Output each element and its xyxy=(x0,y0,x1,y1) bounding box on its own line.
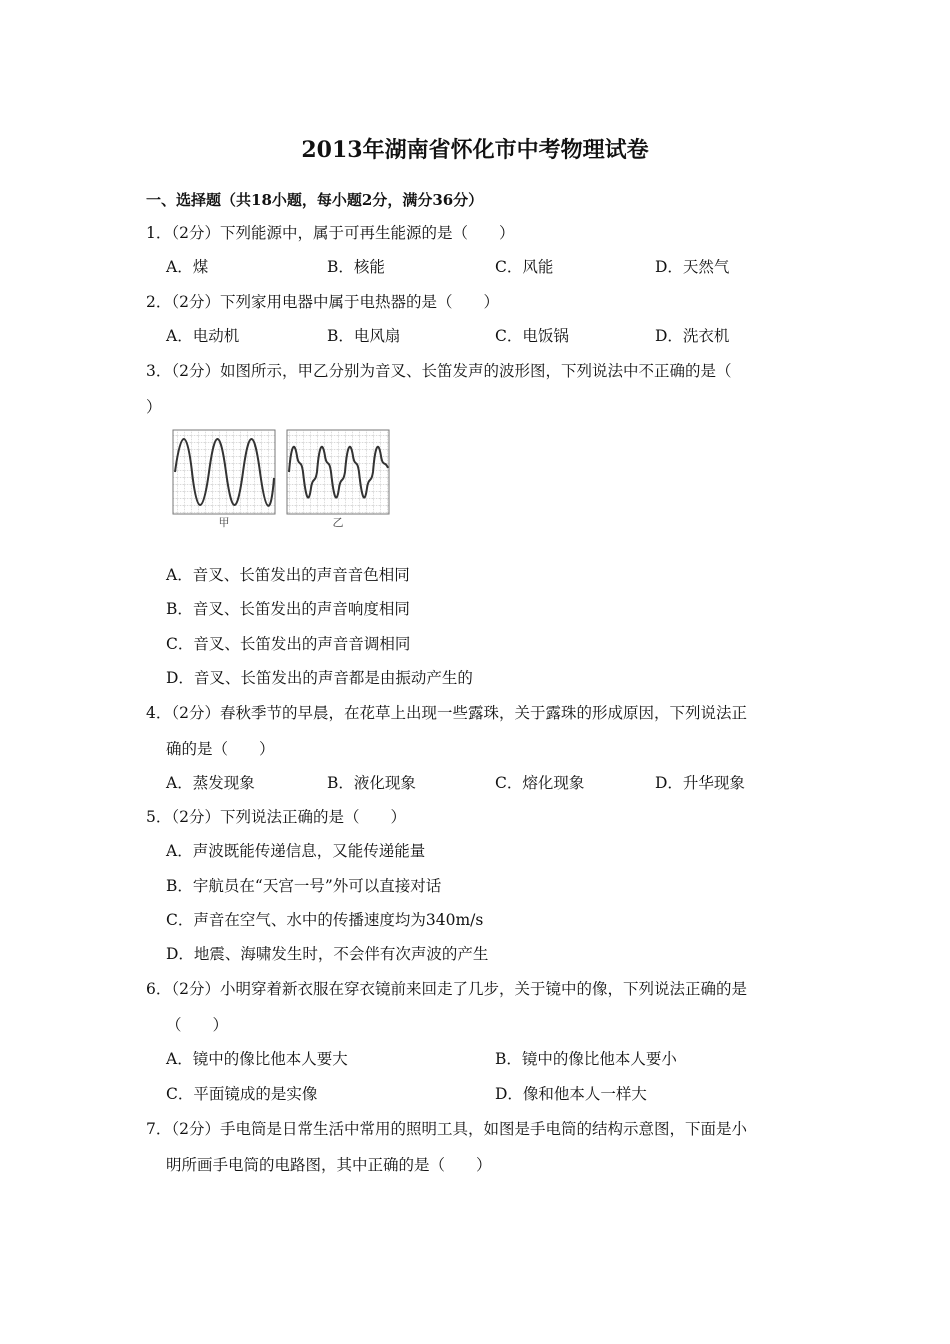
question-6-stem: 6．（2分）小明穿着新衣服在穿衣镜前来回走了几步，关于镜中的像，下列说法正确的是 xyxy=(146,980,747,998)
question-6-option-d: D．像和他本人一样大 xyxy=(495,1085,647,1103)
question-4-stem-cont: 确的是（ ） xyxy=(166,740,275,758)
question-4-stem: 4．（2分）春秋季节的早晨，在花草上出现一些露珠，关于露珠的形成原因，下列说法正 xyxy=(146,704,747,722)
question-4-option-b: B．液化现象 xyxy=(327,774,416,792)
question-6-stem-cont: （ ） xyxy=(166,1016,229,1034)
question-5-option-a: A．声波既能传递信息，又能传递能量 xyxy=(166,842,426,860)
page-title: 2013年湖南省怀化市中考物理试卷 xyxy=(301,137,649,163)
question-3-option-c: C．音叉、长笛发出的声音音调相同 xyxy=(166,635,411,653)
waveform-panel-flute xyxy=(287,430,389,514)
question-5-option-c: C．声音在空气、水中的传播速度均为340m/s xyxy=(166,911,484,929)
question-2-option-c: C．电饭锅 xyxy=(495,327,569,345)
question-2-option-a: A．电动机 xyxy=(166,327,240,345)
figure-label-yi: 乙 xyxy=(332,516,344,529)
question-7-stem-cont: 明所画手电筒的电路图，其中正确的是（ ） xyxy=(166,1156,492,1174)
question-2-option-b: B．电风扇 xyxy=(327,327,401,345)
waveform-figure xyxy=(170,428,394,532)
question-3-stem: 3．（2分）如图所示，甲乙分别为音叉、长笛发声的波形图，下列说法中不正确的是（ xyxy=(146,362,732,380)
question-1-option-c: C．风能 xyxy=(495,258,554,276)
question-1-option-d: D．天然气 xyxy=(655,258,730,276)
question-5-option-d: D．地震、海啸发生时，不会伴有次声波的产生 xyxy=(166,945,489,963)
waveform-panel-fork xyxy=(173,430,275,514)
question-1-stem: 1．（2分）下列能源中，属于可再生能源的是（ ） xyxy=(146,224,515,242)
question-7-stem: 7．（2分）手电筒是日常生活中常用的照明工具，如图是手电筒的结构示意图，下面是小 xyxy=(146,1120,747,1138)
question-2-option-d: D．洗衣机 xyxy=(655,327,730,345)
question-6-option-c: C．平面镜成的是实像 xyxy=(166,1085,318,1103)
question-3-option-d: D．音叉、长笛发出的声音都是由振动产生的 xyxy=(166,669,473,687)
question-3-stem-cont: ） xyxy=(146,398,162,416)
figure-label-jia: 甲 xyxy=(218,516,230,529)
question-5-stem: 5．（2分）下列说法正确的是（ ） xyxy=(146,808,406,826)
question-2-stem: 2．（2分）下列家用电器中属于电热器的是（ ） xyxy=(146,293,499,311)
question-4-option-c: C．熔化现象 xyxy=(495,774,585,792)
question-6-option-b: B．镜中的像比他本人要小 xyxy=(495,1050,677,1068)
question-1-option-a: A．煤 xyxy=(166,258,209,276)
question-6-option-a: A．镜中的像比他本人要大 xyxy=(166,1050,348,1068)
question-1-option-b: B．核能 xyxy=(327,258,385,276)
question-4-option-d: D．升华现象 xyxy=(655,774,745,792)
section-heading: 一、选择题（共18小题，每小题2分，满分36分） xyxy=(146,191,484,209)
question-3-option-b: B．音叉、长笛发出的声音响度相同 xyxy=(166,600,410,618)
question-5-option-b: B．宇航员在“天宫一号”外可以直接对话 xyxy=(166,877,442,895)
question-3-option-a: A．音叉、长笛发出的声音音色相同 xyxy=(166,566,410,584)
question-4-option-a: A．蒸发现象 xyxy=(166,774,255,792)
